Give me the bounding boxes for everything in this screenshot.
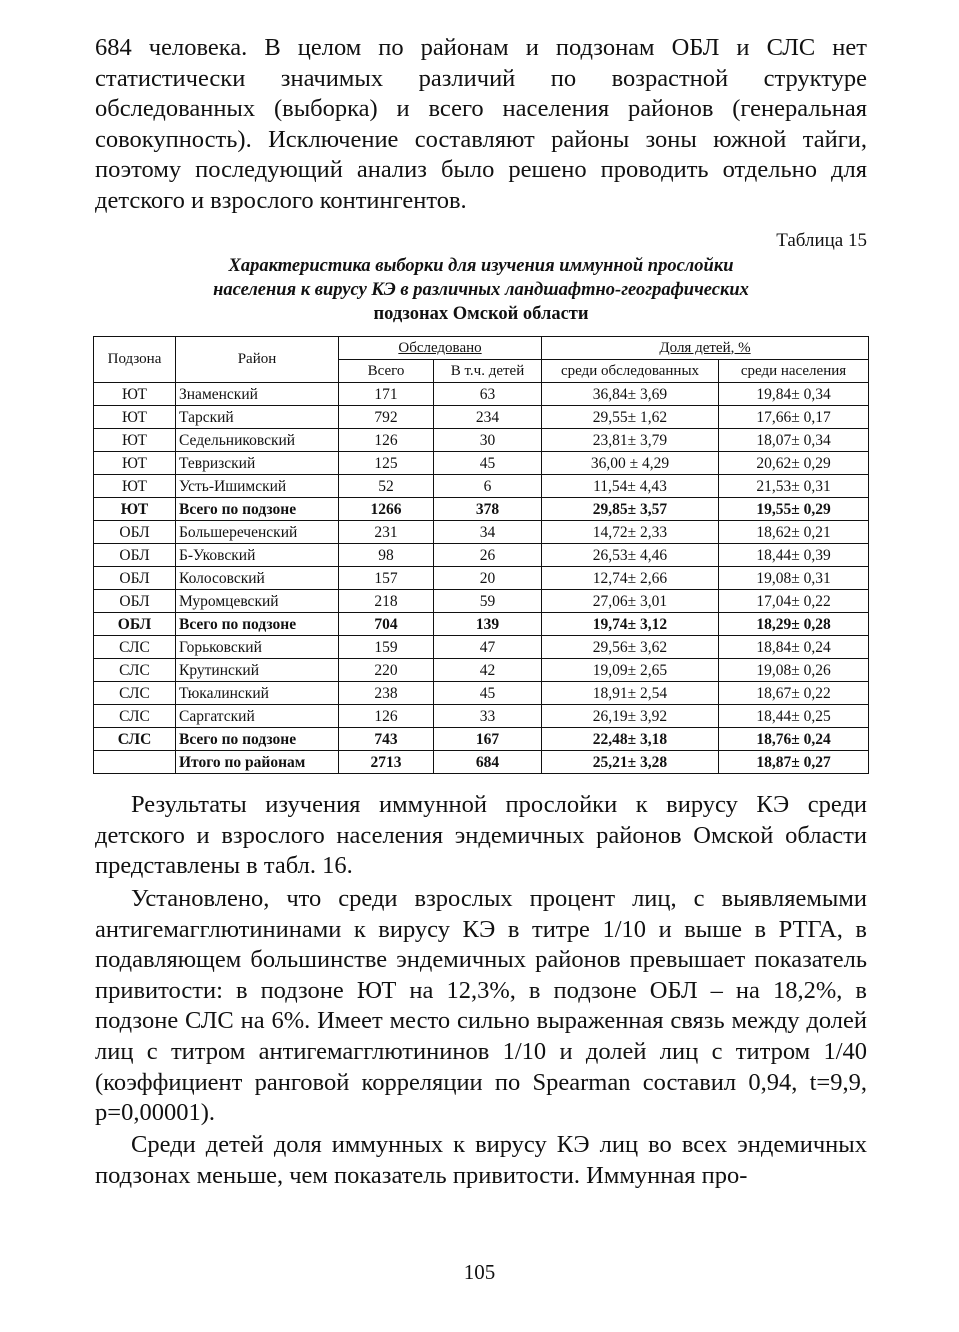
cell-district: Горьковский xyxy=(176,636,339,659)
cell-children: 378 xyxy=(434,498,542,521)
cell-total: 238 xyxy=(339,682,434,705)
cell-among-population: 19,84± 0,34 xyxy=(719,383,869,406)
cell-children: 33 xyxy=(434,705,542,728)
cell-among-examined: 26,19± 3,92 xyxy=(542,705,719,728)
cell-district: Всего по подзоне xyxy=(176,498,339,521)
cell-total: 126 xyxy=(339,705,434,728)
table-caption-line: населения к вирусу КЭ в различных ландшафтно-географических xyxy=(213,280,749,300)
sample-table xyxy=(93,336,869,774)
cell-among-population: 18,67± 0,22 xyxy=(719,682,869,705)
cell-among-examined: 19,09± 2,65 xyxy=(542,659,719,682)
cell-district: Всего по подзоне xyxy=(176,728,339,751)
cell-children: 6 xyxy=(434,475,542,498)
cell-among-examined: 29,55± 1,62 xyxy=(542,406,719,429)
cell-total: 792 xyxy=(339,406,434,429)
cell-children: 45 xyxy=(434,682,542,705)
cell-total: 2713 xyxy=(339,751,434,774)
table-row xyxy=(94,383,869,406)
cell-children: 45 xyxy=(434,452,542,475)
table-row xyxy=(94,429,869,452)
cell-among-examined: 22,48± 3,18 xyxy=(542,728,719,751)
cell-district: Муромцевский xyxy=(176,590,339,613)
cell-subzone: ЮТ xyxy=(94,406,176,429)
cell-district: Седельниковский xyxy=(176,429,339,452)
table-label: Таблица 15 xyxy=(776,230,867,251)
children-paragraph xyxy=(95,1130,867,1191)
cell-total: 171 xyxy=(339,383,434,406)
cell-among-population: 17,66± 0,17 xyxy=(719,406,869,429)
cell-among-population: 18,84± 0,24 xyxy=(719,636,869,659)
results-text: Результаты изучения иммунной прослойки к вирусу КЭ среди детского и взрослого населения эндемичных районов Омской области представлены в табл. 16. xyxy=(95,791,867,880)
cell-district: Саргатский xyxy=(176,705,339,728)
table-body xyxy=(94,383,869,774)
table-row xyxy=(94,544,869,567)
cell-subzone: ОБЛ xyxy=(94,567,176,590)
header-district: Район xyxy=(176,337,339,383)
cell-district: Тарский xyxy=(176,406,339,429)
cell-among-population: 21,53± 0,31 xyxy=(719,475,869,498)
cell-among-examined: 18,91± 2,54 xyxy=(542,682,719,705)
cell-among-population: 18,76± 0,24 xyxy=(719,728,869,751)
cell-children: 167 xyxy=(434,728,542,751)
cell-total: 159 xyxy=(339,636,434,659)
cell-among-examined: 14,72± 2,33 xyxy=(542,521,719,544)
header-among-population: среди населения xyxy=(719,360,869,383)
table-row xyxy=(94,452,869,475)
header-children-share: Доля детей, % xyxy=(542,337,869,360)
table-row xyxy=(94,406,869,429)
cell-district: Итого по районам xyxy=(176,751,339,774)
table-row xyxy=(94,498,869,521)
cell-subzone: ЮТ xyxy=(94,452,176,475)
table-row xyxy=(94,682,869,705)
cell-among-examined: 12,74± 2,66 xyxy=(542,567,719,590)
cell-subzone: ОБЛ xyxy=(94,590,176,613)
table-row xyxy=(94,475,869,498)
table-header-row xyxy=(94,337,869,360)
cell-children: 20 xyxy=(434,567,542,590)
cell-children: 234 xyxy=(434,406,542,429)
adults-text: Установлено, что среди взрослых процент лиц, с выявляемыми антигемагглютининами к вирусу КЭ в титре 1/10 и выше в РТГА, в подавляющем большинстве эндемичных районов превышает показатель привитости: в подзоне ЮТ на 12,3%, в подзоне ОБЛ – на 18,2%, в подзоне СЛС на 6%. Имеет место сильно выраженная связь между долей лиц с титром антигемагглютининов 1/10 и долей лиц с титром 1/40 (коэффициент ранговой корреляции по Spearman составил 0,94, t=9,9, p=0,00001). xyxy=(95,885,867,1127)
cell-subzone: СЛС xyxy=(94,682,176,705)
cell-subzone: ОБЛ xyxy=(94,544,176,567)
table-caption-line: Характеристика выборки для изучения иммунной прослойки xyxy=(228,256,734,276)
adults-paragraph xyxy=(95,884,867,1129)
table-row xyxy=(94,705,869,728)
cell-subzone: СЛС xyxy=(94,659,176,682)
cell-subzone: ОБЛ xyxy=(94,521,176,544)
intro-paragraph: 684 человека. В целом по районам и подзонам ОБЛ и СЛС нет статистически значимых различий по возрастной структуре обследованных (выборка) и всего населения районов (генеральная совокупность). Исключение составляют районы зоны южной тайги, поэтому последующий анализ было решено проводить отдельно для детского и взрослого контингентов. xyxy=(95,34,867,214)
table-row xyxy=(94,521,869,544)
table-row xyxy=(94,659,869,682)
results-paragraph xyxy=(95,790,867,882)
page-number: 105 xyxy=(463,1260,496,1284)
cell-district: Усть-Ишимский xyxy=(176,475,339,498)
header-examined: Обследовано xyxy=(339,337,542,360)
cell-district: Крутинский xyxy=(176,659,339,682)
table-row xyxy=(94,636,869,659)
cell-district: Б-Уковский xyxy=(176,544,339,567)
cell-among-population: 18,29± 0,28 xyxy=(719,613,869,636)
cell-total: 743 xyxy=(339,728,434,751)
cell-children: 47 xyxy=(434,636,542,659)
cell-total: 157 xyxy=(339,567,434,590)
cell-children: 30 xyxy=(434,429,542,452)
cell-district: Тевризский xyxy=(176,452,339,475)
cell-among-population: 19,08± 0,31 xyxy=(719,567,869,590)
cell-total: 220 xyxy=(339,659,434,682)
children-text: Среди детей доля иммунных к вирусу КЭ лиц во всех эндемичных подзонах меньше, чем показатель привитости. Иммунная про- xyxy=(95,1131,867,1189)
table-caption xyxy=(95,254,867,326)
cell-children: 59 xyxy=(434,590,542,613)
cell-total: 1266 xyxy=(339,498,434,521)
cell-subzone: ОБЛ xyxy=(94,613,176,636)
cell-children: 63 xyxy=(434,383,542,406)
header-subzone: Подзона xyxy=(94,337,176,383)
cell-total: 52 xyxy=(339,475,434,498)
cell-among-examined: 11,54± 4,43 xyxy=(542,475,719,498)
cell-total: 218 xyxy=(339,590,434,613)
cell-subzone: СЛС xyxy=(94,705,176,728)
cell-total: 98 xyxy=(339,544,434,567)
cell-among-population: 17,04± 0,22 xyxy=(719,590,869,613)
cell-among-population: 18,87± 0,27 xyxy=(719,751,869,774)
header-total: Всего xyxy=(339,360,434,383)
cell-among-population: 20,62± 0,29 xyxy=(719,452,869,475)
cell-among-examined: 25,21± 3,28 xyxy=(542,751,719,774)
cell-among-examined: 29,56± 3,62 xyxy=(542,636,719,659)
table-row xyxy=(94,590,869,613)
cell-total: 231 xyxy=(339,521,434,544)
header-children: В т.ч. детей xyxy=(434,360,542,383)
header-among-examined: среди обследованных xyxy=(542,360,719,383)
table-row xyxy=(94,613,869,636)
cell-district: Всего по подзоне xyxy=(176,613,339,636)
cell-among-population: 19,55± 0,29 xyxy=(719,498,869,521)
cell-subzone: ЮТ xyxy=(94,475,176,498)
cell-total: 126 xyxy=(339,429,434,452)
table-caption-line: подзонах Омской области xyxy=(373,304,589,324)
cell-total: 125 xyxy=(339,452,434,475)
cell-subzone: ЮТ xyxy=(94,429,176,452)
table-row xyxy=(94,751,869,774)
cell-among-examined: 19,74± 3,12 xyxy=(542,613,719,636)
cell-children: 26 xyxy=(434,544,542,567)
cell-among-population: 18,44± 0,39 xyxy=(719,544,869,567)
cell-subzone: ЮТ xyxy=(94,383,176,406)
cell-among-examined: 36,00 ± 4,29 xyxy=(542,452,719,475)
cell-subzone: СЛС xyxy=(94,636,176,659)
cell-subzone xyxy=(94,751,176,774)
cell-district: Колосовский xyxy=(176,567,339,590)
cell-total: 704 xyxy=(339,613,434,636)
cell-among-examined: 27,06± 3,01 xyxy=(542,590,719,613)
cell-children: 34 xyxy=(434,521,542,544)
cell-among-examined: 26,53± 4,46 xyxy=(542,544,719,567)
cell-district: Тюкалинский xyxy=(176,682,339,705)
cell-children: 139 xyxy=(434,613,542,636)
cell-subzone: ЮТ xyxy=(94,498,176,521)
cell-district: Большереченский xyxy=(176,521,339,544)
table-row xyxy=(94,567,869,590)
cell-among-population: 18,07± 0,34 xyxy=(719,429,869,452)
cell-among-examined: 23,81± 3,79 xyxy=(542,429,719,452)
cell-among-population: 18,44± 0,25 xyxy=(719,705,869,728)
cell-among-population: 18,62± 0,21 xyxy=(719,521,869,544)
cell-among-population: 19,08± 0,26 xyxy=(719,659,869,682)
cell-among-examined: 36,84± 3,69 xyxy=(542,383,719,406)
cell-among-examined: 29,85± 3,57 xyxy=(542,498,719,521)
cell-district: Знаменский xyxy=(176,383,339,406)
cell-children: 684 xyxy=(434,751,542,774)
cell-children: 42 xyxy=(434,659,542,682)
cell-subzone: СЛС xyxy=(94,728,176,751)
table-row xyxy=(94,728,869,751)
